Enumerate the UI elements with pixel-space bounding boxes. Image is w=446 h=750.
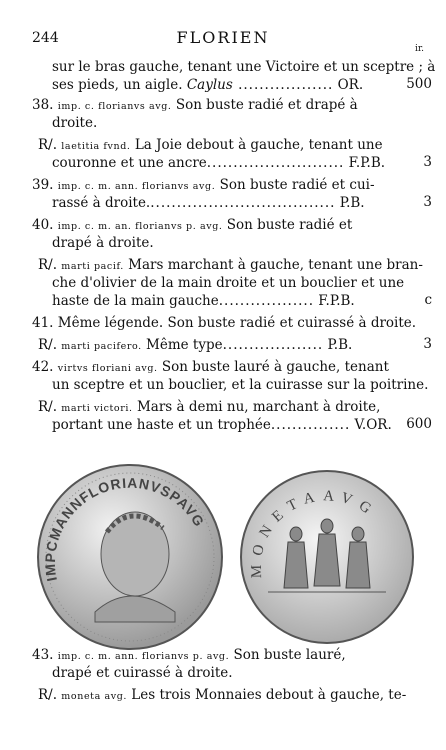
text-line [52, 58, 435, 76]
line-text: 40. [32, 217, 58, 233]
line-text: ses pieds, un aigle. [52, 77, 187, 93]
rarity-value: 3 [423, 336, 432, 352]
text-line [32, 314, 416, 332]
svg-text:MONETAAVG: MONETAAVG [248, 488, 381, 579]
source-name: Caylus [186, 77, 233, 93]
text-line [38, 256, 423, 276]
coin-legend: marti victori. [61, 403, 133, 414]
text-line [52, 292, 355, 310]
leader-dots: ............... [270, 417, 351, 433]
line-text: 38. [32, 97, 58, 113]
coin-legend: imp. c. m. ann. florianvs p. avg. [57, 651, 230, 662]
rarity-value: 3 [423, 194, 432, 210]
text-line [38, 686, 406, 706]
line-text: 42. [32, 359, 58, 375]
leader-dots: .......................... [206, 155, 345, 171]
text-line [38, 336, 352, 356]
line-text: portant une haste et un trophée [52, 417, 271, 433]
line-text: rassé à droite. [52, 195, 151, 211]
line-text: haste de la main gauche [52, 293, 219, 309]
rarity-value: 600 [406, 416, 432, 432]
metal-code: F.P.B. [344, 155, 386, 171]
coin-legend: marti pacifero. [61, 341, 142, 352]
line-text-rest: Son buste lauré, [229, 647, 346, 663]
coin-legend: marti pacif. [61, 261, 124, 272]
line-text-rest: Mars à demi nu, marchant à droite, [132, 399, 381, 415]
text-line [52, 664, 233, 682]
line-text-rest: La Joie debout à gauche, tenant une [130, 137, 383, 153]
line-text-rest: Son buste radié et drapé à [171, 97, 358, 113]
line-text: che d'olivier de la main droite et un bouclier et une [52, 275, 405, 291]
page-title: FLORIEN [176, 28, 270, 47]
coin-legend: laetitia fvnd. [61, 141, 131, 152]
metal-code: OR. [333, 77, 364, 93]
text-line [32, 176, 375, 196]
corner-note: ir. [414, 44, 424, 54]
line-text: sur le bras gauche, tenant une Victoire et un sceptre ; à [52, 59, 436, 75]
coin-legend: virtvs floriani avg. [57, 363, 158, 374]
text-line [38, 398, 380, 418]
rarity-value: 500 [406, 76, 432, 92]
line-text: R/. [38, 687, 62, 703]
line-text-rest: Son buste radié et [222, 217, 353, 233]
metal-code: P.B. [323, 337, 353, 353]
text-line [52, 114, 97, 132]
line-text-rest: Son buste radié et cui- [215, 177, 375, 193]
line-text: 43. [32, 647, 58, 663]
svg-text:IMPCMANNFLORIANVSPAVG: IMPCMANNFLORIANVSPAVG [41, 474, 208, 583]
coin-legend: imp. c. m. an. florianvs p. avg. [57, 221, 223, 232]
text-line [52, 194, 365, 212]
line-text: R/. [38, 337, 62, 353]
coin-legend: moneta avg. [61, 691, 127, 702]
line-text: un sceptre et un bouclier, et la cuirasse sur la poitrine. [52, 377, 429, 393]
leader-dots: ................... [222, 337, 324, 353]
leader-dots: .................. [232, 77, 334, 93]
line-text: R/. [38, 137, 62, 153]
line-text-rest: Les trois Monnaies debout à gauche, te- [127, 687, 407, 703]
line-text: couronne et une ancre [52, 155, 207, 171]
line-text: 41. Même légende. Son buste radié et cuirassé à droite. [32, 315, 417, 331]
text-line [32, 216, 352, 236]
leader-dots: ................................... [150, 195, 336, 211]
coin-legend: imp. c. m. ann. florianvs avg. [57, 181, 216, 192]
text-line [32, 358, 389, 378]
text-line [52, 234, 154, 252]
coin-obverse-image [35, 462, 225, 652]
line-text: drapé à droite. [52, 235, 154, 251]
leader-dots: .................. [218, 293, 314, 309]
metal-code: P.B. [335, 195, 365, 211]
coin-legend: imp. c. florianvs avg. [57, 101, 172, 112]
metal-code: F.P.B. [314, 293, 355, 309]
line-text: droite. [52, 115, 98, 131]
metal-code: V.OR. [350, 417, 392, 433]
text-line [52, 154, 385, 172]
line-text: drapé et cuirassé à droite. [52, 665, 233, 681]
rarity-value: c [424, 292, 432, 308]
line-text: R/. [38, 257, 62, 273]
line-text: 39. [32, 177, 58, 193]
rarity-value: 3 [423, 154, 432, 170]
line-text-rest: Même type [141, 337, 223, 353]
page-number: 244 [32, 30, 59, 46]
coin-reverse-image [238, 468, 416, 646]
line-text-rest: Son buste lauré à gauche, tenant [157, 359, 389, 375]
text-line [32, 96, 358, 116]
text-line [52, 416, 392, 434]
page-header [0, 28, 446, 54]
text-line [52, 274, 404, 292]
text-line [52, 376, 428, 394]
text-line [52, 76, 363, 94]
line-text-rest: Mars marchant à gauche, tenant une bran- [123, 257, 423, 273]
text-line [38, 136, 383, 156]
line-text: R/. [38, 399, 62, 415]
